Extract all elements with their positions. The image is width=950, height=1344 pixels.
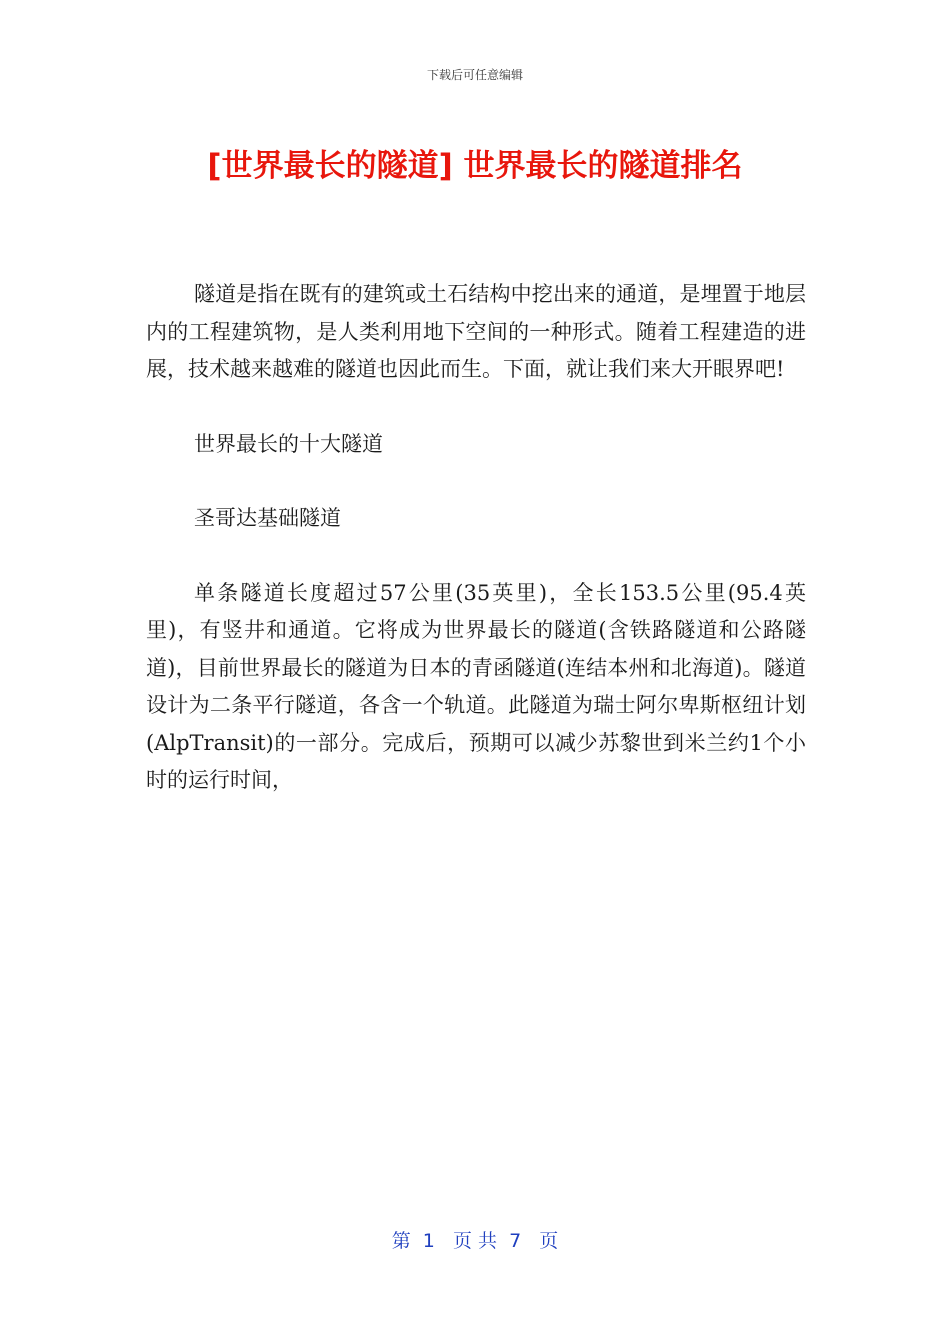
- document-body: [146, 276, 806, 837]
- paragraph-subheading: 世界最长的十大隧道: [194, 431, 383, 456]
- paragraph-tunnel-name: 圣哥达基础隧道: [194, 506, 341, 530]
- paragraph-tunnel-description: 单条隧道长度超过57公里(35英里)，全长153.5公里(95.4英里)，有竖井和通道。它将成为世界最长的隧道(含铁路隧道和公路隧道)，目前世界最长的隧道为日本的青函隧道(连结本州和北海道)。隧道设计为二条平行隧道，各含一个轨道。此隧道为瑞士阿尔卑斯枢纽计划(AlpTransit)的一部分。完成后，预期可以减少苏黎世到米兰约1个小时的运行时间，: [146, 580, 806, 792]
- page-title: [世界最长的隧道] 世界最长的隧道排名: [207, 148, 743, 184]
- paragraph-intro: 隧道是指在既有的建筑或土石结构中挖出来的通道，是埋置于地层内的工程建筑物，是人类利用地下空间的一种形式。随着工程建造的进展，技术越来越难的隧道也因此而生。下面，就让我们来大开眼界吧!: [146, 282, 806, 381]
- header-note: 下载后可任意编辑: [426, 68, 523, 82]
- page-number-footer: 第 1 页 共 7 页: [391, 1230, 559, 1252]
